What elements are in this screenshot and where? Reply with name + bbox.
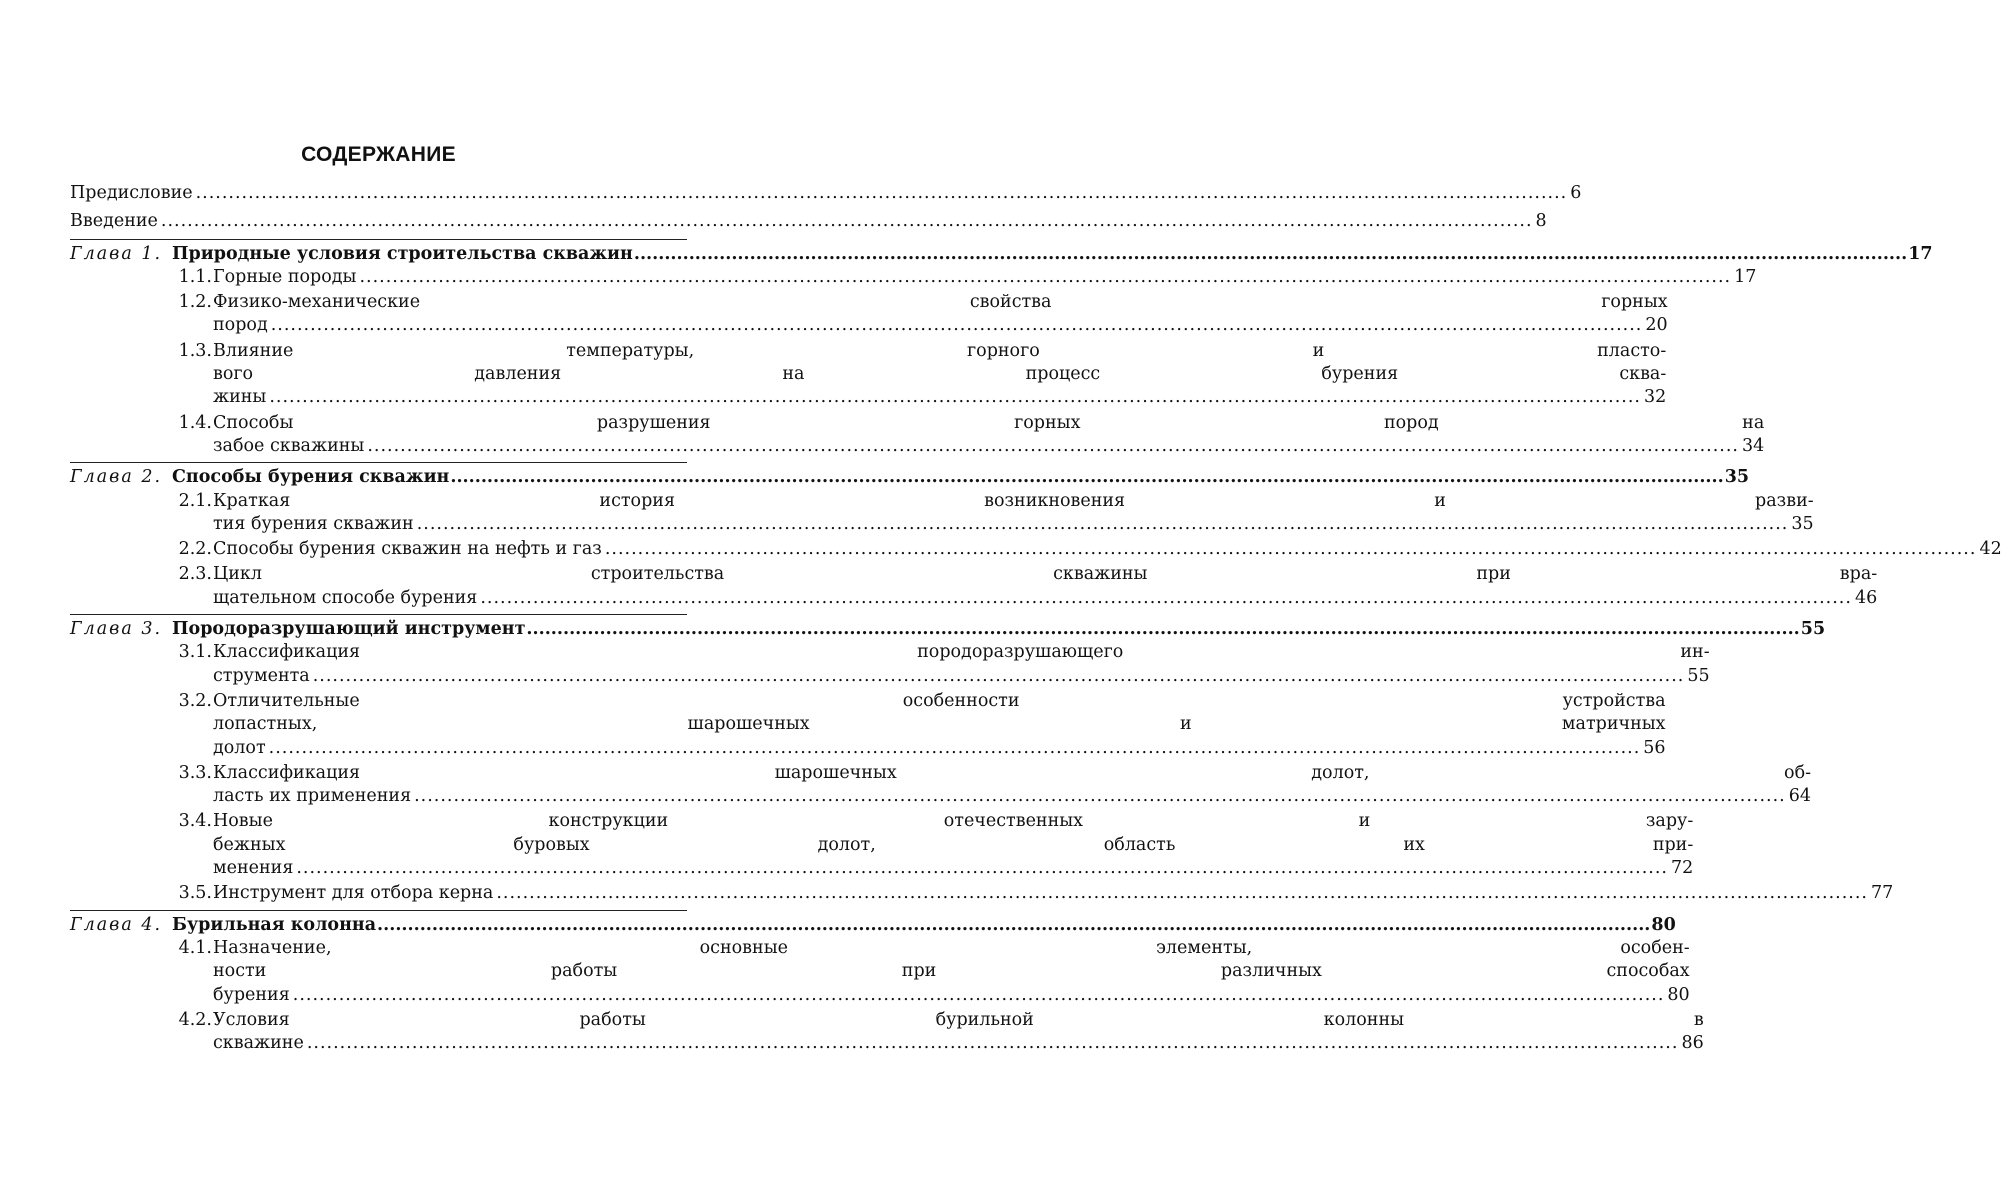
- section-entry[interactable]: [70, 490, 1814, 537]
- dot-leader: [313, 665, 1685, 688]
- dot-leader: [293, 984, 1665, 1007]
- section-number: 1.1.: [178, 266, 212, 287]
- section-body: [213, 762, 1811, 809]
- section-entry[interactable]: [70, 340, 1667, 410]
- section-title-line: Краткая история возникновения и разви-: [213, 490, 1814, 511]
- dot-leader: [367, 435, 1739, 458]
- chapter-label: Глава 3.: [70, 619, 163, 640]
- page-number: 17: [1734, 266, 1757, 287]
- dot-leader: [496, 882, 1868, 905]
- section-last-line: [213, 737, 1666, 760]
- dot-leader: [269, 386, 1641, 409]
- section-title-line: Отличительные особенности устройства: [213, 690, 1666, 711]
- section-body: [213, 937, 1690, 1007]
- section-title-end: пород: [213, 315, 268, 336]
- section-title-line: Физико-механические свойства горных: [213, 292, 1668, 313]
- dot-leader: [414, 785, 1786, 808]
- section-last-line: [213, 984, 1690, 1007]
- dot-leader: [269, 737, 1641, 760]
- chapter-entry[interactable]: [70, 466, 1750, 489]
- section-entry[interactable]: [70, 412, 1765, 459]
- section-last-line: [213, 314, 1668, 337]
- dot-leader: [296, 857, 1668, 880]
- chapter-label: Глава 4.: [70, 914, 163, 935]
- chapter-title: Породоразрушающий инструмент: [172, 619, 526, 640]
- section-title-end: забое скважины: [213, 435, 365, 456]
- section-title-line: Назначение, основные элементы, особен-: [213, 937, 1690, 958]
- page-number: 64: [1788, 786, 1812, 807]
- section-number: 2.3.: [178, 564, 212, 585]
- section-last-line: [213, 665, 1710, 688]
- section-number: 3.1.: [178, 642, 212, 663]
- page-number: 86: [1681, 1033, 1704, 1054]
- section-last-line: [213, 513, 1814, 536]
- section-title-end: струмента: [213, 665, 310, 686]
- chapter-label: Глава 2.: [70, 467, 163, 488]
- chapter-block: [70, 239, 1933, 459]
- section-entry[interactable]: [70, 266, 1757, 289]
- chapter-block: [70, 462, 2002, 610]
- section-body: [213, 563, 1877, 610]
- section-entry[interactable]: [70, 810, 1694, 880]
- section-title-line: Влияние температуры, горного и пласто-: [213, 340, 1667, 361]
- chapter-title: Способы бурения скважин: [172, 467, 450, 488]
- section-body: [213, 490, 1814, 537]
- section-title-end: бурения: [213, 984, 290, 1005]
- section-last-line: [213, 882, 1893, 905]
- section-number: 3.2.: [178, 690, 212, 711]
- table-of-contents: [70, 142, 2002, 1057]
- dot-leader: [417, 513, 1789, 536]
- section-title-line: Классификация шарошечных долот, об-: [213, 762, 1812, 783]
- section-body: [213, 538, 2002, 561]
- page-number: 8: [1535, 211, 1547, 232]
- chapter-entry[interactable]: [70, 243, 1933, 266]
- section-title-end: скважине: [213, 1033, 304, 1054]
- toc-list: [70, 182, 2002, 1055]
- dot-leader: [450, 466, 1723, 489]
- section-last-line: [213, 435, 1764, 458]
- section-body: [213, 641, 1710, 688]
- page-number: 56: [1643, 737, 1666, 758]
- section-entry[interactable]: [70, 882, 1894, 905]
- section-entry[interactable]: [70, 291, 1668, 338]
- section-title-end: Способы бурения скважин на нефть и газ: [213, 539, 602, 560]
- section-number: 4.1.: [178, 937, 212, 958]
- section-title-line: Новые конструкции отечественных и зару-: [213, 811, 1694, 832]
- toc-entry-front[interactable]: [70, 182, 1582, 205]
- entry-title: Введение: [70, 211, 158, 232]
- chapter-label: Глава 1.: [70, 243, 163, 264]
- section-number: 1.3.: [178, 340, 212, 361]
- section-last-line: [213, 386, 1666, 409]
- section-entry[interactable]: [70, 563, 1878, 610]
- section-title-end: Инструмент для отбора керна: [213, 883, 494, 904]
- toc-heading: СОДЕРЖАНИЕ: [301, 143, 456, 166]
- section-title-line: ности работы при различных способах: [213, 961, 1690, 982]
- section-last-line: [213, 785, 1811, 808]
- section-body: [213, 1009, 1704, 1056]
- section-title-end: жины: [213, 387, 267, 408]
- dot-leader: [307, 1032, 1679, 1055]
- page-number: 20: [1645, 315, 1668, 336]
- page-number: 72: [1670, 858, 1694, 879]
- dot-leader: [359, 266, 1731, 289]
- section-number: 3.3.: [178, 762, 212, 783]
- section-body: [213, 291, 1668, 338]
- entry-title: Предисловие: [70, 183, 193, 203]
- chapter-title: Природные условия строительства скважин: [172, 243, 633, 264]
- dot-leader: [634, 243, 1907, 266]
- page-number: 32: [1643, 387, 1667, 408]
- dot-leader: [605, 538, 1977, 561]
- section-title-end: менения: [213, 858, 294, 879]
- section-title-end: долот: [213, 737, 266, 758]
- section-body: [213, 882, 1893, 905]
- section-body: [213, 266, 1756, 289]
- section-title-line: Цикл строительства скважины при вра-: [213, 564, 1878, 585]
- section-entry[interactable]: [70, 937, 1690, 1007]
- section-entry[interactable]: [70, 641, 1710, 688]
- section-last-line: [213, 266, 1756, 289]
- section-body: [213, 690, 1666, 760]
- section-title-end: Горные породы: [213, 266, 357, 287]
- section-last-line: [213, 587, 1877, 610]
- section-number: 1.4.: [178, 412, 212, 433]
- section-title-end: тия бурения скважин: [213, 513, 414, 534]
- section-title-line: бежных буровых долот, область их при-: [213, 834, 1694, 855]
- dot-leader: [271, 314, 1643, 337]
- section-entry[interactable]: [70, 690, 1666, 760]
- section-entry[interactable]: [70, 762, 1812, 809]
- page-number: 35: [1791, 513, 1814, 534]
- dot-leader: [196, 182, 1568, 205]
- section-entry[interactable]: [70, 538, 2002, 561]
- section-number: 4.2.: [178, 1009, 212, 1030]
- page-number: 6: [1570, 183, 1582, 203]
- section-entry[interactable]: [70, 1009, 1704, 1056]
- section-number: 3.5.: [178, 883, 212, 904]
- dot-leader: [480, 587, 1852, 610]
- page-number: 17: [1908, 243, 1933, 264]
- chapter-block: [70, 614, 1894, 906]
- section-title-line: Условия работы бурильной колонны в: [213, 1009, 1704, 1030]
- section-number: 1.2.: [178, 292, 212, 313]
- section-title-end: ласть их применения: [213, 786, 412, 807]
- section-last-line: [213, 1032, 1704, 1055]
- section-last-line: [213, 538, 2002, 561]
- chapter-entry[interactable]: [70, 618, 1826, 641]
- section-title-line: лопастных, шарошечных и матричных: [213, 714, 1666, 735]
- dot-leader: [161, 210, 1533, 233]
- chapter-entry[interactable]: [70, 914, 1676, 937]
- toc-entry-front[interactable]: [70, 210, 1547, 233]
- section-number: 2.1.: [178, 490, 212, 511]
- section-body: [213, 810, 1693, 880]
- dot-leader: [526, 618, 1799, 641]
- dot-leader: [377, 914, 1650, 937]
- section-title-line: Способы разрушения горных пород на: [213, 412, 1765, 433]
- page-number: 46: [1854, 587, 1878, 608]
- section-title-line: вого давления на процесс бурения сква-: [213, 364, 1667, 385]
- page-number: 77: [1870, 883, 1894, 904]
- page-number: 80: [1651, 914, 1676, 935]
- section-title-line: Классификация породоразрушающего ин-: [213, 642, 1710, 663]
- page-number: 34: [1741, 435, 1765, 456]
- page-number: 35: [1724, 467, 1750, 488]
- section-title-end: щательном способе бурения: [213, 587, 478, 608]
- section-number: 2.2.: [178, 539, 212, 560]
- page-number: 42: [1979, 539, 2002, 560]
- chapter-block: [70, 910, 1704, 1056]
- page-number: 55: [1687, 665, 1710, 686]
- page-number: 55: [1800, 619, 1826, 640]
- chapter-title: Бурильная колонна: [172, 914, 377, 935]
- section-body: [213, 340, 1666, 410]
- section-last-line: [213, 857, 1693, 880]
- page-number: 80: [1667, 984, 1690, 1005]
- section-body: [213, 412, 1764, 459]
- section-number: 3.4.: [178, 811, 212, 832]
